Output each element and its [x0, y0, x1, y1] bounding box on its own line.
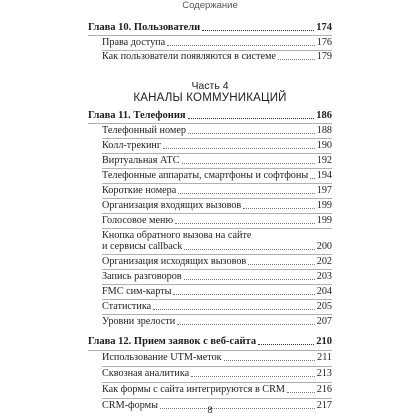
- separator-line: [88, 123, 332, 124]
- page-number: 197: [316, 185, 332, 197]
- item-title: Виртуальная АТС: [102, 155, 180, 167]
- separator-line: [102, 50, 332, 51]
- dot-leader: [178, 193, 314, 194]
- item-title: Уровни зрелости: [102, 316, 176, 328]
- toc-item[interactable]: [102, 384, 332, 396]
- separator-line: [102, 314, 332, 315]
- dot-leader: [175, 223, 315, 224]
- item-title: Запись разговоров: [102, 271, 182, 283]
- separator-line: [102, 398, 332, 399]
- dot-leader: [182, 163, 315, 164]
- dot-leader: [184, 249, 314, 250]
- page-number: 207: [316, 316, 332, 328]
- page-number: 194: [316, 170, 332, 182]
- separator-line: [102, 382, 332, 383]
- separator-line: [102, 213, 332, 214]
- item-title: Голосовое меню: [102, 215, 174, 227]
- toc-item[interactable]: [102, 37, 332, 49]
- toc-item[interactable]: [102, 170, 332, 182]
- toc-item[interactable]: [102, 51, 332, 63]
- dot-leader: [248, 264, 314, 265]
- dot-leader: [243, 208, 315, 209]
- dot-leader: [278, 59, 315, 60]
- page-number: 188: [316, 125, 332, 137]
- toc-item[interactable]: [102, 125, 332, 137]
- item-title: Колл-трекинг: [102, 140, 162, 152]
- chapter-title: Глава 11. Телефония: [88, 110, 186, 122]
- page-number: 202: [316, 256, 332, 268]
- item-title: Как формы с сайта интегрируются в CRM: [102, 384, 285, 395]
- dot-leader: [177, 324, 314, 325]
- item-title: Права доступа: [102, 36, 166, 48]
- page-footer-number: 8: [207, 405, 213, 416]
- page-number: 199: [316, 215, 332, 227]
- toc-item[interactable]: [102, 185, 332, 197]
- dot-leader: [167, 45, 315, 46]
- separator-line: [102, 153, 332, 154]
- toc-item[interactable]: [102, 271, 332, 283]
- page-number: 199: [316, 200, 332, 212]
- page-number: 174: [316, 21, 332, 33]
- separator-line: [102, 228, 332, 229]
- toc-item[interactable]: [102, 368, 332, 380]
- toc-item[interactable]: [102, 286, 332, 298]
- separator-line: [102, 198, 332, 199]
- item-title: CRM-формы: [102, 400, 158, 411]
- dot-leader: [202, 30, 314, 31]
- page-number: 216: [316, 384, 332, 395]
- page-number: 210: [316, 336, 332, 347]
- item-title-line-2: и сервисы callback: [102, 241, 183, 253]
- dot-leader: [173, 294, 314, 295]
- separator-line: [102, 254, 332, 255]
- page-number: 213: [316, 368, 332, 379]
- separator-line: [102, 299, 332, 300]
- separator-line: [102, 138, 332, 139]
- toc-item[interactable]: [102, 200, 332, 212]
- page-number: 211: [317, 352, 332, 363]
- toc-item[interactable]: [102, 241, 332, 253]
- page-number: 217: [316, 400, 332, 411]
- item-title: Короткие номера: [102, 185, 177, 197]
- toc-chapter-11[interactable]: [88, 110, 332, 122]
- separator-line: [102, 168, 332, 169]
- toc-chapter-10[interactable]: [88, 22, 332, 34]
- page-number: 203: [316, 271, 332, 283]
- dot-leader: [163, 148, 315, 149]
- part-label: Часть 4: [191, 79, 229, 92]
- part-title: КАНАЛЫ КОММУНИКАЦИЙ: [133, 91, 287, 104]
- separator-line: [88, 35, 332, 36]
- item-title: Использование UTM-меток: [102, 352, 222, 363]
- toc-item[interactable]: [102, 140, 332, 152]
- page-number: 200: [316, 241, 332, 253]
- toc-item[interactable]: [102, 155, 332, 167]
- page-number: 192: [316, 155, 332, 167]
- toc-item[interactable]: [102, 352, 332, 364]
- page-number: 179: [316, 51, 332, 63]
- dot-leader: [153, 309, 315, 310]
- chapter-title: Глава 10. Пользователи: [88, 21, 201, 33]
- separator-line: [102, 183, 332, 184]
- item-title: Сквозная аналитика: [102, 368, 190, 379]
- item-title: Телефонный номер: [102, 125, 186, 137]
- separator-line: [88, 350, 332, 351]
- page-number: 205: [316, 301, 332, 313]
- separator-line: [102, 269, 332, 270]
- item-title-line-1[interactable]: Кнопка обратного вызова на сайте: [102, 230, 252, 242]
- page-number: 176: [316, 36, 332, 48]
- toc-item[interactable]: [102, 215, 332, 227]
- dot-leader: [188, 118, 315, 119]
- item-title: Организация исходящих вызовов: [102, 256, 247, 268]
- dot-leader: [191, 376, 315, 377]
- separator-line: [102, 284, 332, 285]
- page-number: 204: [316, 286, 332, 298]
- dot-leader: [287, 392, 315, 393]
- page-number: 186: [316, 110, 332, 122]
- item-title: Статистика: [102, 301, 152, 313]
- dot-leader: [188, 133, 315, 134]
- toc-item[interactable]: [102, 316, 332, 328]
- page-number: 190: [316, 140, 332, 152]
- toc-item[interactable]: [102, 301, 332, 313]
- toc-item[interactable]: [102, 256, 332, 268]
- dot-leader: [310, 178, 315, 179]
- chapter-title: Глава 12. Прием заявок с веб-сайта: [88, 336, 257, 347]
- toc-chapter-12[interactable]: [88, 336, 332, 348]
- item-title: Организация входящих вызовов: [102, 200, 242, 212]
- item-title: FMC сим-карты: [102, 286, 172, 298]
- dot-leader: [224, 360, 315, 361]
- item-title: Как пользователи появляются в системе: [102, 51, 276, 63]
- separator-line: [102, 366, 332, 367]
- dot-leader: [184, 279, 315, 280]
- running-header: Содержание: [182, 0, 238, 11]
- dot-leader: [258, 344, 314, 345]
- item-title: Телефонные аппараты, смартфоны и софтфоны: [102, 170, 309, 182]
